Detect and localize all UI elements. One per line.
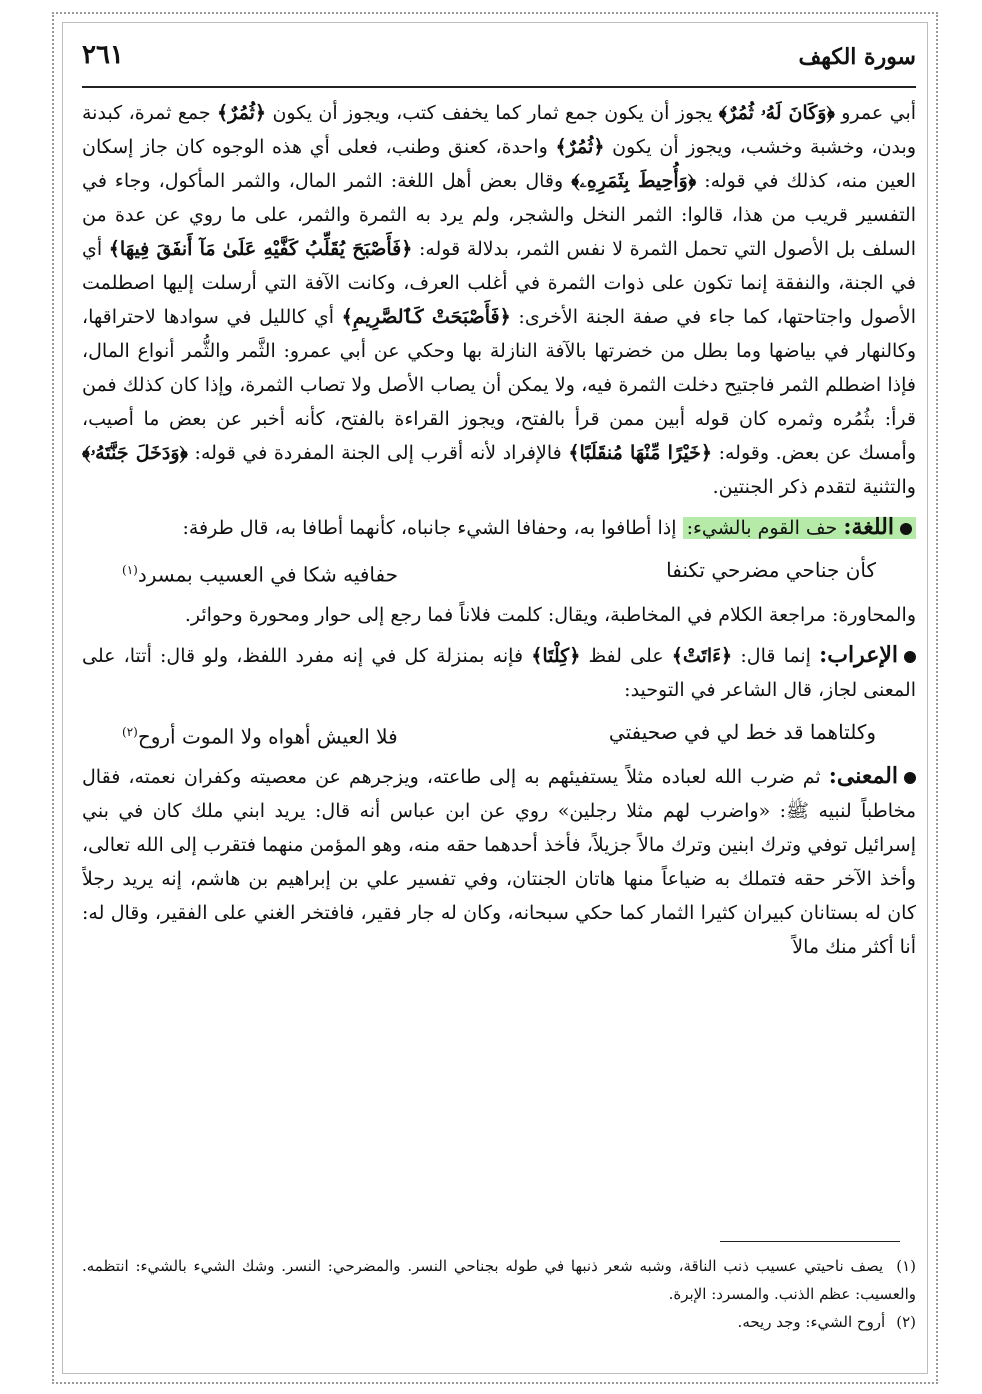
mana-section bbox=[82, 759, 916, 964]
header-divider bbox=[82, 86, 916, 88]
page-header bbox=[82, 40, 916, 76]
quran-quote: ﴿خَيْرًا مِّنْهَا مُنقَلَبًا﴾ bbox=[568, 442, 712, 464]
quran-quote: ﴿ثُمُرٌ﴾ bbox=[555, 136, 605, 158]
text-run: أي في الجنة، والنفقة إنما تكون على ذوات الثمرة في أغلب العرف، وكانت الآفة التي أرسلت إليها اصطلمت الأصول واجتاحتها، كما جاء في صفة الجنة الأخرى: bbox=[82, 238, 916, 328]
lugha-section bbox=[82, 510, 916, 545]
irab-section bbox=[82, 638, 916, 707]
page-number: ٢٦١ bbox=[82, 40, 124, 70]
quran-quote: ﴿فَأَصْبَحَ يُقَلِّبُ كَفَّيْهِ عَلَىٰ مَآ أَنفَقَ فِيهَا﴾ bbox=[108, 238, 413, 260]
quran-quote: ﴿ثُمُرٌ﴾ bbox=[217, 102, 267, 124]
text-run: إنما قال: bbox=[732, 644, 820, 667]
highlighted-passage bbox=[683, 514, 916, 540]
footnotes bbox=[82, 1252, 916, 1336]
section-label: المعنى: bbox=[828, 763, 898, 790]
quran-quote: ﴿وَكَانَ لَهُۥ ثُمُرٌ﴾ bbox=[718, 102, 835, 124]
verse-hemistich-second bbox=[122, 553, 398, 592]
text-run: فإنه بمنزلة كل في إنه مفرد اللفظ، ولو قال: أتتا، على المعنى لجاز، قال الشاعر في التوحيد: bbox=[82, 644, 916, 701]
text-run: إذا أطافوا به، وحفافا الشيء جانباه، كأنهما أطافا به، قال طرفة: bbox=[182, 517, 683, 539]
bullet-icon bbox=[900, 523, 912, 535]
quran-quote: ﴿ءَاتَتْ﴾ bbox=[671, 644, 733, 667]
text-run: يجوز أن يكون جمع ثمار كما يخفف كتب، ويجوز أن يكون bbox=[266, 102, 719, 124]
verse-text: فلا العيش أهواه ولا الموت أروح bbox=[137, 724, 398, 749]
footnote-marker: (٢) bbox=[122, 724, 138, 739]
section-label: الإعراب: bbox=[819, 641, 898, 668]
poetry-verse bbox=[82, 707, 916, 760]
main-text bbox=[82, 96, 916, 1226]
footnote-text: أروح الشيء: وجد ريحه. bbox=[737, 1313, 886, 1331]
footnote bbox=[82, 1252, 916, 1308]
footnote bbox=[82, 1308, 916, 1336]
text-run: واحدة، كعنق وطنب، فعلى أي هذه الوجوه كان جاز إسكان العين منه، كذلك في قوله: bbox=[82, 136, 916, 192]
verse-text: حفافيه شكا في العسيب بمسرد bbox=[137, 562, 399, 587]
text-run: أبي عمرو bbox=[834, 102, 916, 124]
footnote-text: يصف ناحيتي عسيب ذنب الناقة، وشبه شعر ذنبها في طوله بجناحي النسر. والمضرحي: النسر. وشك الشيء بالشيء: انتظمه. والعسيب: عظم الذنب. والمسرد: الإبرة. bbox=[82, 1257, 916, 1303]
verse-hemistich-first: كأن جناحي مضرحي تكنفا bbox=[666, 558, 876, 582]
quran-quote: ﴿كِلْتَا﴾ bbox=[531, 644, 581, 667]
bullet-icon bbox=[904, 651, 916, 663]
text-run: فالإفراد لأنه أقرب إلى الجنة المفردة في قوله: bbox=[187, 442, 569, 464]
quran-quote: ﴿وَأُحِيطَ بِثَمَرِهِۦ﴾ bbox=[571, 170, 697, 192]
text-run: على لفظ bbox=[580, 644, 672, 667]
footnote-number: (١) bbox=[896, 1257, 916, 1275]
bullet-icon bbox=[904, 772, 916, 784]
quran-quote: ﴿وَدَخَلَ جَنَّتَهُۥ﴾ bbox=[82, 442, 188, 464]
footnote-marker: (١) bbox=[122, 563, 138, 577]
footnote-divider bbox=[720, 1241, 900, 1242]
poetry-verse bbox=[82, 545, 916, 598]
verse-hemistich-second bbox=[122, 715, 398, 754]
commentary-paragraph bbox=[82, 96, 916, 504]
highlighted-text: حف القوم بالشيء: bbox=[686, 517, 838, 539]
section-label: اللغة: bbox=[843, 514, 894, 540]
quran-quote: ﴿فَأَصْبَحَتْ كَٱلصَّرِيمِ﴾ bbox=[341, 306, 511, 328]
verse-hemistich-first: وكلتاهما قد خط لي في صحيفتي bbox=[608, 719, 876, 744]
footnote-number: (٢) bbox=[896, 1313, 916, 1331]
muhawara-paragraph: والمحاورة: مراجعة الكلام في المخاطبة، ويقال: كلمت فلاناً فما رجع إلى حوار ومحورة وحوائر. bbox=[184, 603, 916, 626]
text-run: والتثنية لتقدم ذكر الجنتين. bbox=[712, 476, 916, 498]
text-run: جمع ثمرة، كبدنة وبدن، وخشبة وخشب، ويجوز أن يكون bbox=[82, 102, 916, 158]
text-run: وقال بعض أهل اللغة: الثمر المال، والثمر المأكول، وجاء في التفسير قريب من هذا، قالوا: الثمر النخل والشجر، ولم يرد به الثمرة والثمر، على ما روي عن عدة من السلف بل الأصول التي تحمل الثمرة لا نفس الثمر، بدلالة قوله: bbox=[82, 170, 916, 260]
text-run: ثم ضرب الله لعباده مثلاً يستفيئهم به إلى طاعته، ويزجرهم عن معصيته وكفران نعمته، فقال مخاطباً لنبيه ﷺ: «واضرب لهم مثلا رجلين» روي عن ابن عباس أنه قال: يريد ابني ملك كان في بني إسرائيل توفي وترك ابنين وترك مالاً جزيلاً، فأخذ أحدهما حقه منه، وهو المؤمن منهما فتقرب إلى الله تعالى، وأخذ الآخر حقه فتملك به ضياعاً منها هاتان الجنتان، وفي تفسير علي بن إبراهيم بن هاشم، إنه يريد رجلاً كان له بستانان كبيران كثيرا الثمار كما حكي سبحانه، وكان له جار فقير، فافتخر الغني على الفقير، وقال له: أنا أكثر منك مالاً bbox=[82, 766, 916, 959]
surah-title: سورة الكهف bbox=[798, 44, 916, 70]
text-run: أي كالليل في سوادها لاحتراقها، وكالنهار في بياضها وما بطل من خضرتها بالآفة النازلة بها وحكي عن أبي عمرو: الثَّمر والثُّمر أنواع المال، فإذا اضطلم الثمر فاجتيح دخلت الثمرة فيه، ولا يمكن أن يصاب الأصل ولا تصاب الثمرة، وإذا كان كذلك فمن قرأ: بثُمُره وثمره كان قوله أبين ممن قرأ بالفتح، ويجوز القراءة بالفتح، كأنه أخبر عن بعض ما أصيب، وأمسك عن بعض. وقوله: bbox=[82, 306, 916, 464]
